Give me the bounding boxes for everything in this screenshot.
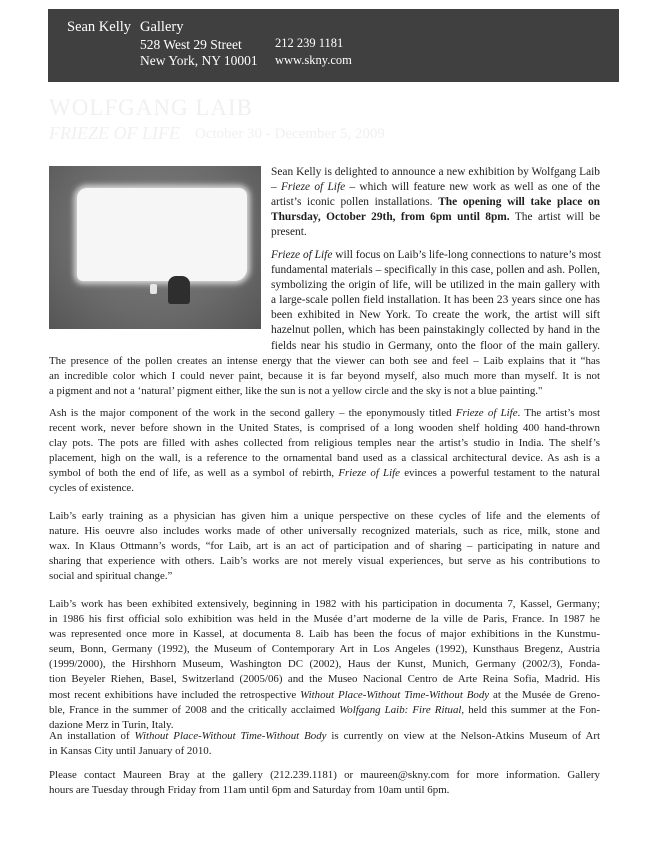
text-line: Laib’s early training as a physician has given him a unique perspective on these cycles of life and the elements of <box>49 510 600 522</box>
text-line: wax. In Klaus Ottmann’s words, “for Laib, art is an act of participation and of sharing – participating in nature and <box>49 540 600 553</box>
pollen-field-photo <box>49 166 261 329</box>
text-line: sharing that experience with others. Laib’s works are not merely visual experiences, but serve as his contributions to <box>49 555 600 568</box>
text-line: an incredible color which I could never paint, because it is far beyond myself, also much more than myself. It is not <box>49 370 600 383</box>
faded-show-title: FRIEZE OF LIFE <box>49 123 180 143</box>
faded-artist-title: WOLFGANG LAIB <box>49 95 254 120</box>
text-line: symbol of both the end of life, as well as a symbol of rebirth, Frieze of Life evinces a powerful testament to the natural <box>49 467 600 480</box>
text-line: in 1986 his first official solo exhibition was held in the Musée d’art moderne de la ville de Paris, France. In 1987 he <box>49 613 600 626</box>
text-line: fields near his studio in Germany, onto the floor of the main gallery. <box>271 339 600 352</box>
text-line: most recent exhibitions have included the retrospective Without Place-Without Time-Without Body at the Musée de Greno- <box>49 688 601 701</box>
text-line: – Frieze of Life – which will feature new work as well as one of the <box>271 181 600 194</box>
text-line: social and spiritual change.” <box>49 570 173 583</box>
kneeling-artist-figure <box>168 276 190 304</box>
text-line: Sean Kelly is delighted to announce a new exhibition by Wolfgang Laib <box>271 166 600 178</box>
text-line: Laib’s work has been exhibited extensively, beginning in 1982 with his participation in documenta 7, Kassel, Germany; <box>49 598 600 610</box>
text-line: fundamental materials – specifically in this case, pollen and ash. Pollen, <box>271 264 600 277</box>
phone-number: 212 239 1181 <box>275 36 344 50</box>
text-line: recent work, never before shown in the United States, is comprised of a long wooden shelf holding 400 hand-thrown <box>49 422 600 435</box>
text-line: Ash is the major component of the work in the second gallery – the eponymously titled Frieze of Life. The artist’s most <box>49 407 600 419</box>
exhibitions-paragraph <box>49 597 600 733</box>
text-line: cycles of existence. <box>49 482 134 495</box>
pollen-paragraph-right <box>271 248 600 354</box>
street-address: 528 West 29 Street <box>140 37 242 52</box>
text-line: tion Beyeler Riehen, Basel, Switzerland (2005/06) and the Museo Nacional Centro de Arte Reina Sofia, Madrid. His <box>49 673 600 686</box>
text-line: Thursday, October 29th, from 6pm until 8pm. The artist will be <box>271 211 600 224</box>
gallery-owner-name: Sean Kelly <box>67 19 132 35</box>
text-line: An installation of Without Place-Without Time-Without Body is currently on view at the Nelson-Atkins Museum of Art <box>49 730 601 742</box>
text-line: Please contact Maureen Bray at the gallery (212.239.1181) or maureen@skny.com for more information. Gallery <box>49 769 600 781</box>
text-line: The presence of the pollen creates an intense energy that the viewer can both see and feel – Laib explains that it “has <box>49 355 600 367</box>
text-line: was represented once more in Kassel, at documenta 8. Laib has been the focus of major exhibitions in the Kunstmu- <box>49 628 600 641</box>
text-line: a large-scale pollen field installation. It has been 23 years since one has <box>271 294 600 307</box>
text-line: clay pots. The pots are filled with ashes collected from religious temples near the artist’s studio in India. The shelf’s <box>49 437 600 450</box>
contact-paragraph <box>49 768 600 798</box>
text-line: a pigment and not a ‘natural’ pigment either, like the sun is not a yellow circle and the sky is not a blue painting." <box>49 385 543 398</box>
website-url: www.skny.com <box>275 53 352 67</box>
text-line: (1999/2000), the Hirshhorn Museum, Washington DC (2002), Haus der Kunst, Munich, Germany (2002/3), Fonda- <box>49 658 600 671</box>
pollen-paragraph-full <box>49 354 600 399</box>
ash-paragraph <box>49 406 600 497</box>
text-line: ble, France in the summer of 2008 and the critically acclaimed Wolfgang Laib: Fire Ritual, held this summer at the Fon- <box>49 703 600 716</box>
text-line: present. <box>271 226 307 239</box>
text-line: nature. His oeuvre also includes works made of other universally recognized materials, such as rice, milk, stone and <box>49 525 600 538</box>
text-line: placement, high on the wall, is a reference to the ornamental band used as a classical architectural device. As ash is a <box>49 452 600 465</box>
text-line: Frieze of Life will focus on Laib’s life-long connections to nature’s most <box>271 249 601 261</box>
text-line: artist’s iconic pollen installations. The opening will take place on <box>271 196 600 209</box>
training-paragraph <box>49 509 600 584</box>
faded-show-dates: October 30 - December 5, 2009 <box>195 126 385 142</box>
text-line: symbolizing the origin of life, will be utilized in the main gallery with <box>271 279 600 292</box>
text-line: hours are Tuesday through Friday from 11am until 6pm and Saturday from 10am until 6pm. <box>49 784 450 797</box>
text-line: seum, Bonn, Germany (1992), the Museum of Contemporary Art in Los Angeles (1992), Kunsthaus Bregenz, Austria <box>49 643 600 656</box>
installation-paragraph <box>49 729 600 759</box>
gallery-word: Gallery <box>140 19 184 35</box>
text-line: in Kansas City until January of 2010. <box>49 745 212 758</box>
city-address: New York, NY 10001 <box>140 53 258 68</box>
text-line: dazione Merz in Turin, Italy. <box>49 718 174 731</box>
pollen-field <box>77 188 247 281</box>
text-line: been exhibited in New York. To create the work, the artist will sift <box>271 309 600 322</box>
intro-paragraph <box>271 165 600 240</box>
text-line: hazelnut pollen, which has been painstakingly collected by hand in the <box>271 324 600 337</box>
pollen-jar <box>150 284 157 294</box>
gallery-letterhead <box>48 9 619 82</box>
